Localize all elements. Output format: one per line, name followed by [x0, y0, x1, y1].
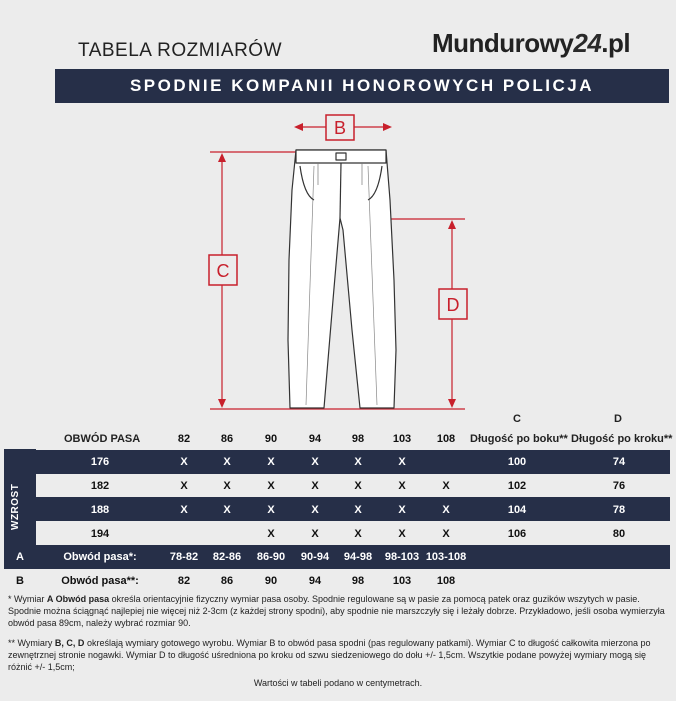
note-waist-bold: A Obwód pasa	[46, 594, 110, 604]
row-bar-188	[36, 497, 670, 521]
page-title: TABELA ROZMIARÓW	[78, 40, 283, 61]
note-units: Wartości w tabeli podano w centymetrach.	[253, 678, 423, 688]
note-dimensions-prefix: ** Wymiary	[8, 638, 55, 648]
size-mark: X	[267, 480, 275, 492]
waist-size-header: 103	[392, 433, 412, 445]
row-a-value: 78-82	[169, 551, 199, 563]
row-length-crotch: 80	[612, 528, 626, 540]
note-dimensions-text: określają wymiary gotowego wyrobu. Wymiar B to obwód pasa spodni (pas regulowany patkami). Wymiar C to długość całkowita mierzona po zewnętrznej stronie nogawki. Wymiar D to długość uśredniona po kroku od szwu siedzeniowego do dołu +/- 1,5cm. Wszytkie podane powyżej wymiary mogą się różnić +/- 1,5cm;	[8, 638, 651, 672]
row-length-crotch: 76	[612, 480, 626, 492]
row-b-value: 90	[264, 575, 278, 587]
label-b: B	[333, 118, 347, 138]
row-length-crotch: 74	[612, 456, 626, 468]
waist-size-header: 108	[436, 433, 456, 445]
row-b-letter: B	[16, 575, 24, 587]
row-b-label: Obwód pasa**:	[61, 575, 139, 587]
note-dimensions	[8, 637, 668, 673]
product-banner: SPODNIE KOMPANII HONOROWYCH POLICJA	[55, 69, 669, 103]
row-length-side: 102	[507, 480, 527, 492]
row-a-value: 86-90	[256, 551, 286, 563]
row-height: 188	[90, 504, 110, 516]
note-waist-text: określa orientacyjnie fizyczny wymiar pasa osoby. Spodnie regulowane są w pasie za pomocą patek oraz guzików wszytych w pasie. Spodnie można ściągnąć najlepiej nie więcej niż 2-3cm (z każdej strony spodni), aby spodnie nie marszczyły się i leżały dobrze. Przykładowo, jeśli osoba wymierzyła obwód pasa 89cm, należy wybrać rozmiar 90.	[8, 594, 665, 628]
row-b-value: 103	[392, 575, 412, 587]
row-a-letter: A	[16, 551, 24, 563]
note-waist	[8, 593, 668, 629]
row-b-value: 86	[220, 575, 234, 587]
size-mark: X	[223, 456, 231, 468]
size-mark: X	[311, 528, 319, 540]
col-d-letter: D	[614, 413, 622, 425]
size-mark: X	[442, 480, 450, 492]
row-a-value: 90-94	[300, 551, 330, 563]
size-mark: X	[311, 456, 319, 468]
size-mark: X	[180, 456, 188, 468]
row-b-value: 82	[177, 575, 191, 587]
col-c-label: Długość po boku**	[470, 433, 568, 445]
size-mark: X	[311, 480, 319, 492]
size-mark: X	[267, 528, 275, 540]
size-mark: X	[223, 504, 231, 516]
row-length-crotch: 78	[612, 504, 626, 516]
row-a-label: Obwód pasa*:	[63, 551, 137, 563]
row-b-value: 108	[436, 575, 456, 587]
row-a-value: 103-108	[425, 551, 467, 563]
size-mark: X	[267, 504, 275, 516]
height-label: WZROST	[10, 483, 21, 530]
row-height: 182	[90, 480, 110, 492]
row-height: 194	[90, 528, 110, 540]
size-mark: X	[442, 528, 450, 540]
size-mark: X	[311, 504, 319, 516]
trousers-diagram	[0, 105, 676, 415]
row-bar-176	[36, 450, 670, 474]
waist-size-header: 90	[264, 433, 278, 445]
waist-size-header: 86	[220, 433, 234, 445]
note-waist-prefix: * Wymiar	[8, 594, 47, 604]
row-b-value: 94	[308, 575, 322, 587]
waist-header: OBWÓD PASA	[64, 433, 141, 445]
size-mark: X	[180, 480, 188, 492]
brand-logo	[432, 28, 630, 59]
size-mark: X	[354, 528, 362, 540]
size-mark: X	[180, 504, 188, 516]
note-dimensions-bold: B, C, D	[54, 638, 85, 648]
row-b-value: 98	[351, 575, 365, 587]
logo-text: Mundurowy	[432, 28, 574, 58]
size-mark: X	[267, 456, 275, 468]
size-mark: X	[354, 504, 362, 516]
row-length-side: 104	[507, 504, 527, 516]
row-length-side: 106	[507, 528, 527, 540]
size-mark: X	[398, 528, 406, 540]
size-mark: X	[398, 504, 406, 516]
waist-size-header: 82	[177, 433, 191, 445]
waist-size-header: 98	[351, 433, 365, 445]
logo-number: 24	[573, 28, 602, 58]
label-d: D	[446, 295, 460, 315]
size-mark: X	[398, 480, 406, 492]
size-mark: X	[354, 456, 362, 468]
waist-size-header: 94	[308, 433, 322, 445]
label-c: C	[216, 261, 230, 281]
row-a-value: 98-103	[384, 551, 420, 563]
row-height: 176	[90, 456, 110, 468]
size-mark: X	[223, 480, 231, 492]
size-mark: X	[354, 480, 362, 492]
col-d-label: Długość po kroku**	[571, 433, 673, 445]
logo-suffix: .pl	[601, 28, 631, 58]
row-length-side: 100	[507, 456, 527, 468]
row-a-value: 82-86	[212, 551, 242, 563]
size-mark: X	[442, 504, 450, 516]
size-mark: X	[398, 456, 406, 468]
col-c-letter: C	[513, 413, 521, 425]
row-a-value: 94-98	[343, 551, 373, 563]
